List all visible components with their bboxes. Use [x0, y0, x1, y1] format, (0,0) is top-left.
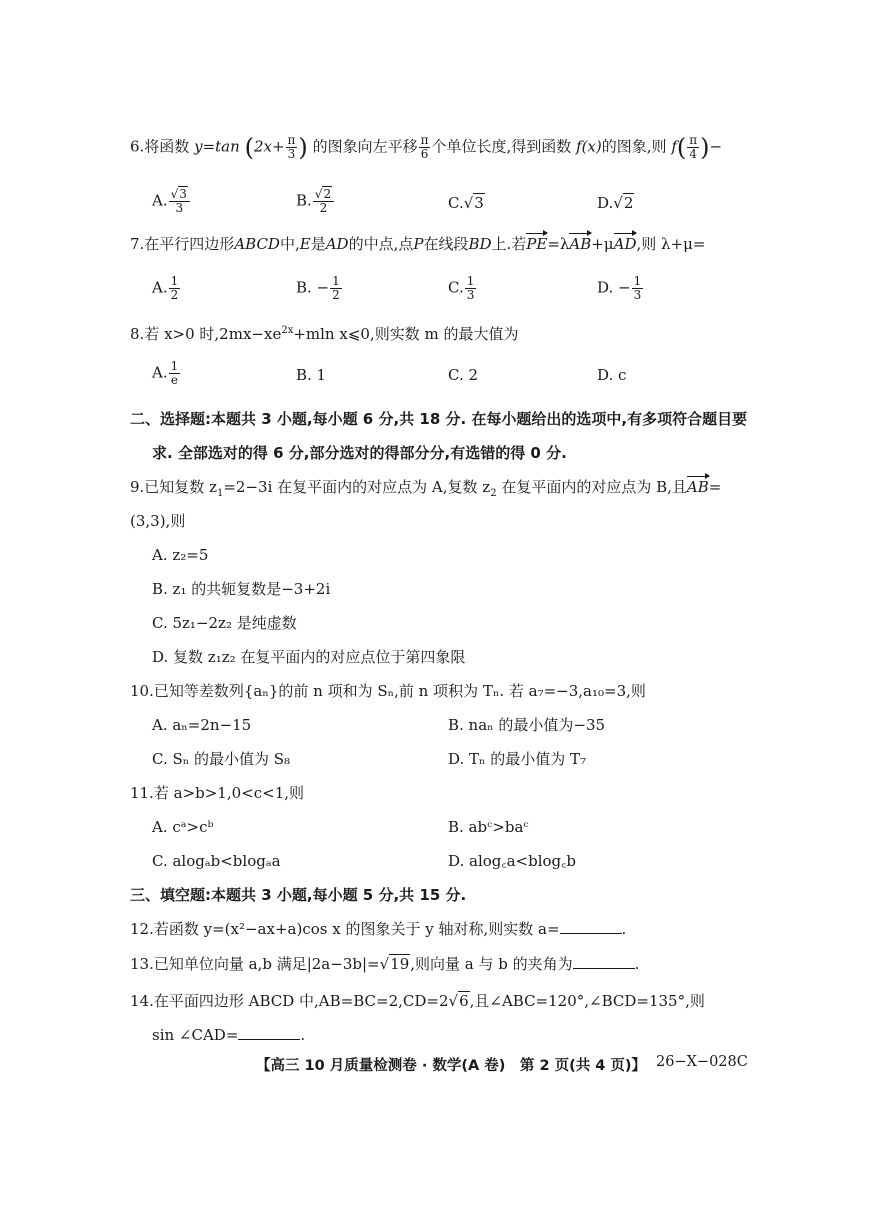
- question-10: 10.已知等差数列{aₙ}的前 n 项和为 Sₙ,前 n 项积为 Tₙ. 若 a₇=−3,a₁₀=3,则: [130, 682, 646, 700]
- q11-option-d: D. alog꜀a<blog꜀b: [448, 852, 576, 870]
- q11-option-a: A. cᵃ>cᵇ: [152, 818, 214, 836]
- fraction: $\frac{\pi}{3}$: [287, 133, 296, 161]
- q6-option-a: A. $\frac{√3}{3}$: [152, 188, 191, 215]
- q7-option-a: A. $\frac{1}{2}$: [152, 274, 179, 302]
- answer-blank[interactable]: [238, 1025, 300, 1040]
- section-2-heading: 二、选择题:本题共 3 小题,每小题 6 分,共 18 分. 在每小题给出的选项中,有多项符合题目要: [130, 410, 748, 428]
- answer-blank[interactable]: [560, 919, 622, 934]
- q9-option-d: D. 复数 z₁z₂ 在复平面内的对应点位于第四象限: [152, 648, 466, 666]
- vector-ad: AD: [613, 235, 637, 253]
- q11-option-b: B. abᶜ>baᶜ: [448, 818, 529, 836]
- q9-option-a: A. z₂=5: [152, 546, 209, 564]
- q10-option-a: A. aₙ=2n−15: [152, 716, 252, 734]
- q8-option-d: D. c: [597, 366, 627, 384]
- q7-option-b: B. − $\frac{1}{2}$: [296, 274, 340, 302]
- fraction: $\frac{\pi}{4}$: [689, 133, 698, 161]
- fraction: $\frac{\pi}{6}$: [420, 133, 429, 161]
- question-9: 9.已知复数 $z_1=2-3i$ 在复平面内的对应点为 A,复数 $z_2$ 在复平面内的对应点为 B,且AB=: [130, 478, 722, 499]
- question-7: 7.在平行四边形ABCD中,E是AD的中点,点P在线段BD上.若PE=λAB+μAD,则 λ+μ=: [130, 235, 706, 253]
- question-14: 14.在平面四边形 ABCD 中,AB=BC=2,CD=2√6,且∠ABC=120°,∠BCD=135°,则: [130, 992, 705, 1010]
- question-8: 8.若 x>0 时$,2mx-xe^{2x}+mln$ x⩽0,则实数 m 的最大值为: [130, 325, 519, 343]
- q10-option-c: C. Sₙ 的最小值为 S₈: [152, 750, 291, 768]
- q8-option-c: C. 2: [448, 366, 479, 384]
- section-3-heading: 三、填空题:本题共 3 小题,每小题 5 分,共 15 分.: [130, 886, 467, 904]
- page-footer: 【高三 10 月质量检测卷 · 数学(A 卷) 第 2 页(共 4 页)】: [256, 1058, 647, 1074]
- q6-option-b: B. $\frac{√2}{2}$: [296, 188, 335, 215]
- q6-option-d: D.√2: [597, 194, 634, 212]
- vector-pe: PE: [526, 235, 548, 253]
- q9-option-c: C. 5z₁−2z₂ 是纯虚数: [152, 614, 297, 632]
- q9-option-b: B. z₁ 的共轭复数是−3+2i: [152, 580, 331, 598]
- q7-option-d: D. − $\frac{1}{3}$: [597, 274, 642, 302]
- q10-option-d: D. Tₙ 的最小值为 T₇: [448, 750, 587, 768]
- vector-ab: AB: [686, 478, 709, 496]
- vector-ab: AB: [569, 235, 592, 253]
- q8-option-b: B. 1: [296, 366, 327, 384]
- question-6: 6.将函数 y=tan (2x+ $\frac{\pi}{3}$ ) 的图象向左平移 $\frac{\pi}{6}$ 个单位长度,得到函数 f(x)的图象,则 f( $\frac{\pi}{4}$ )−: [130, 133, 723, 162]
- question-9-cont: (3,3),则: [130, 512, 186, 530]
- q8-option-a: A. $\frac{1}{e}$: [152, 359, 179, 387]
- question-12: 12.若函数 y=(x²−ax+a)cos x 的图象关于 y 轴对称,则实数 a= .: [130, 920, 627, 938]
- question-14-cont: sin ∠CAD= .: [152, 1026, 306, 1044]
- q7-option-c: C. $\frac{1}{3}$: [448, 274, 475, 302]
- q11-option-c: C. alogₐb<blogₐa: [152, 852, 281, 870]
- question-13: 13.已知单位向量 a,b 满足|2a−3b|=√19,则向量 a 与 b 的夹角为 .: [130, 955, 640, 973]
- q10-option-b: B. naₙ 的最小值为−35: [448, 716, 606, 734]
- exam-code: 26−X−028C: [656, 1054, 748, 1070]
- q6-option-c: C.√3: [448, 194, 484, 212]
- section-2-heading-cont: 求. 全部选对的得 6 分,部分选对的得部分分,有选错的得 0 分.: [152, 444, 567, 462]
- question-11: 11.若 a>b>1,0<c<1,则: [130, 784, 305, 802]
- answer-blank[interactable]: [573, 954, 635, 969]
